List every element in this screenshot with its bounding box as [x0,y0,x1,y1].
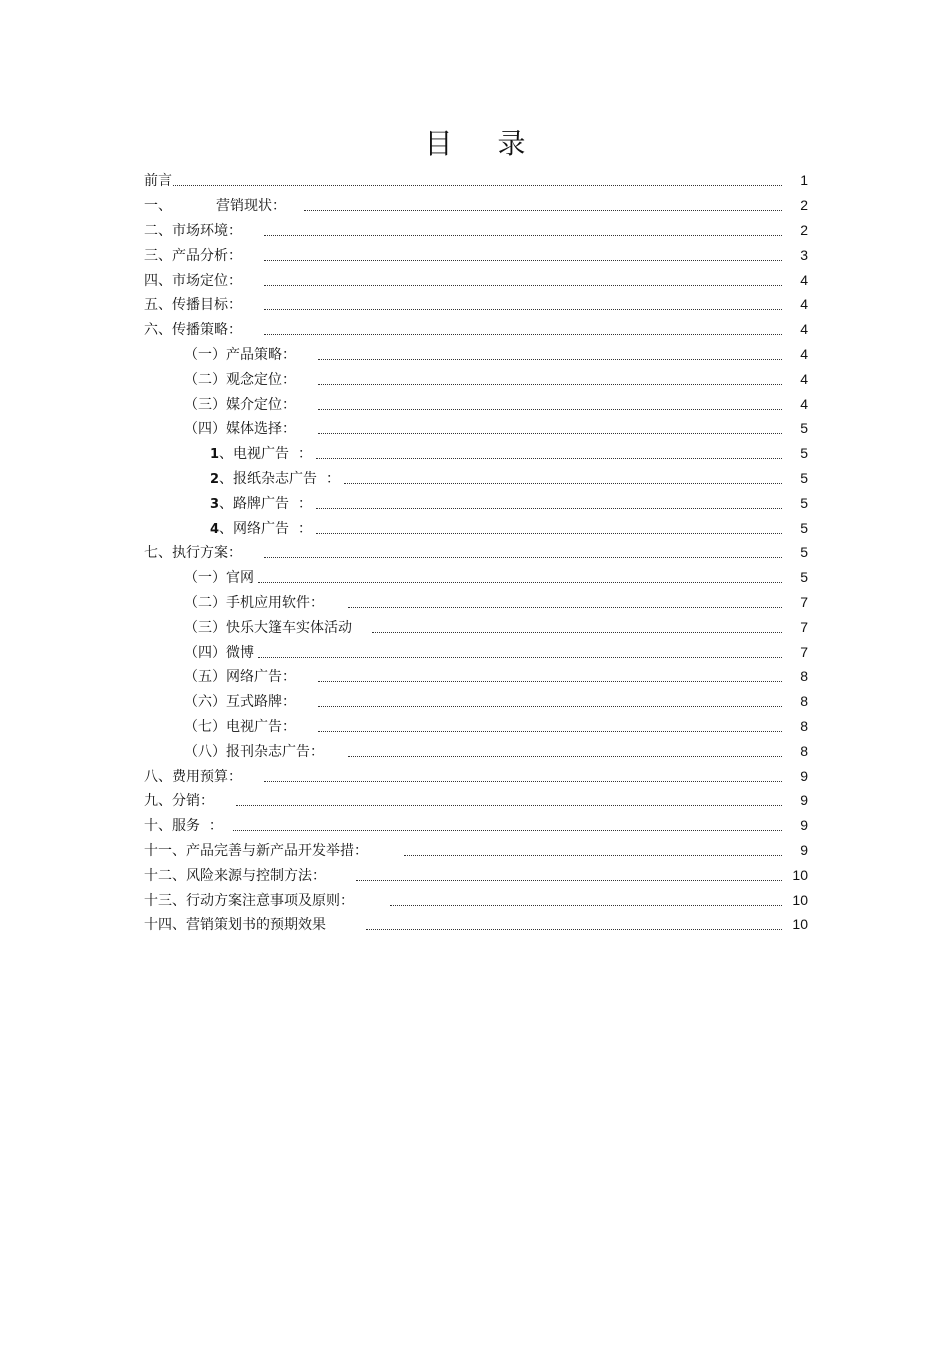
toc-entry-text: 三、产品分析： [144,247,242,264]
toc-entry-text: （五）网络广告： [184,669,296,686]
toc-entry-text: （六）互式路牌： [184,694,296,711]
dot-leader [233,829,782,831]
toc-entry[interactable] [144,193,808,218]
toc-entry-text: （四）媒体选择： [184,421,296,438]
toc-entry-text: 、报纸杂志广告 ： [219,470,340,487]
toc-entry-label [144,815,223,835]
toc-entry-page: 8 [800,717,808,734]
toc-entry-page: 8 [800,693,808,710]
toc-entry[interactable] [144,466,808,491]
toc-entry-page: 5 [800,569,808,586]
toc-entry[interactable] [144,342,808,367]
toc-entry-page: 8 [800,742,808,759]
toc-entry-page: 5 [800,494,808,511]
toc-entry-label [144,468,340,488]
toc-entry-page: 8 [800,668,808,685]
toc-entry-label [144,369,296,389]
toc-entry-text: （三）快乐大篷车实体活动 [184,619,352,636]
toc-entry-page: 10 [792,891,808,908]
toc-entry-text: 一、 [144,198,172,215]
toc-entry-text: 九、分销： [144,793,214,810]
toc-entry-label [144,195,286,215]
toc-entry-text: （二）观念定位： [184,371,296,388]
toc-entry[interactable] [144,912,808,937]
toc-entry[interactable] [144,218,808,243]
toc-entry-page: 9 [800,792,808,809]
dot-leader [318,432,782,434]
toc-entry-text: （二）手机应用软件： [184,594,324,611]
toc-entry[interactable] [144,738,808,763]
dot-leader [348,755,782,757]
toc-entry[interactable] [144,887,808,912]
toc-entry-text: 二、市场环境： [144,222,242,239]
toc-entry-text: 七、执行方案： [144,545,242,562]
toc-entry-label [144,666,296,686]
dot-leader [316,457,782,459]
toc-entry[interactable] [144,664,808,689]
toc-entry-label [144,170,172,190]
toc-entry-text: 五、传播目标： [144,297,242,314]
toc-entry-page: 10 [792,866,808,883]
dot-leader [264,234,782,236]
toc-entry-text: （三）媒介定位： [184,396,296,413]
toc-entry-label [144,914,326,934]
toc-entry-label [144,294,242,314]
toc-entry-label [144,518,312,538]
toc-entry[interactable] [144,490,808,515]
toc-entry-label [144,865,326,885]
dot-leader [318,383,782,385]
toc-entry-text: 十四、营销策划书的预期效果 [144,917,326,934]
dot-leader [258,656,782,658]
toc-entry[interactable] [144,267,808,292]
toc-entry-label [144,344,296,364]
toc-entry-number: 2 [210,471,220,487]
toc-entry[interactable] [144,242,808,267]
toc-entry[interactable] [144,813,808,838]
toc-entry[interactable] [144,416,808,441]
dot-leader [316,507,782,509]
toc-entry-text: 十二、风险来源与控制方法： [144,867,326,884]
dot-leader [264,780,782,782]
toc-entry-text: 四、市场定位： [144,272,242,289]
dot-leader [390,904,782,906]
toc-entry-page: 4 [800,370,808,387]
toc-entry[interactable] [144,565,808,590]
dot-leader [264,259,782,261]
dot-leader [264,284,782,286]
toc-entry[interactable] [144,763,808,788]
toc-entry-page: 7 [800,643,808,660]
dot-leader [404,854,782,856]
toc-entry[interactable] [144,540,808,565]
toc-entry-label [144,493,312,513]
dot-leader [316,532,782,534]
toc-entry-label [144,642,254,662]
toc-entry-label [144,716,296,736]
toc-entry-label [144,270,242,290]
toc-entry[interactable] [144,639,808,664]
toc-entry-label [144,790,214,810]
toc-entry-text: 、电视广告 ： [219,446,312,463]
dot-leader [318,730,782,732]
toc-entry-label [144,245,242,265]
toc-entry-label [144,840,368,860]
toc-entry-page: 7 [800,593,808,610]
toc-entry-text: 十、服务 ： [144,818,223,835]
toc-entry[interactable] [144,788,808,813]
toc-entry-page: 5 [800,445,808,462]
toc-entry-label [144,741,324,761]
toc-entry-number: 3 [210,496,220,512]
toc-title: 目 录 [424,127,544,160]
toc-entry-label [144,617,352,637]
toc-entry-label [144,592,324,612]
toc-entry-page: 4 [800,271,808,288]
toc-entry-label [144,443,312,463]
toc-entry-label [144,542,242,562]
dot-leader [318,680,782,682]
dot-leader [318,358,782,360]
toc-entry-page: 5 [800,420,808,437]
toc-entry-page: 9 [800,841,808,858]
toc-entry[interactable] [144,838,808,863]
toc-entry-page: 4 [800,296,808,313]
toc-entry-text: 营销现状： [216,198,286,215]
toc-entry-label [144,890,354,910]
dot-leader [318,705,782,707]
toc-entry-text: （七）电视广告： [184,718,296,735]
toc-entry-label [144,394,296,414]
toc-entry-text: 六、传播策略： [144,322,242,339]
toc-entry-text: （一）产品策略： [184,346,296,363]
dot-leader [304,209,782,211]
toc-entry-page: 9 [800,767,808,784]
toc-entry-page: 5 [800,519,808,536]
toc-entry-text: 八、费用预算： [144,768,242,785]
dot-leader [356,879,782,881]
toc-entry[interactable] [144,317,808,342]
toc-entry-page: 5 [800,544,808,561]
toc-entry-text: 十一、产品完善与新产品开发举措： [144,842,368,859]
toc-entry[interactable] [144,366,808,391]
toc-entry-page: 5 [800,469,808,486]
dot-leader [264,556,782,558]
dot-leader [366,928,782,930]
dot-leader [258,581,782,583]
toc-entry-page: 10 [792,916,808,933]
dot-leader [344,482,782,484]
toc-entry-page: 2 [800,221,808,238]
toc-entry-page: 4 [800,395,808,412]
toc-entry-page: 1 [800,172,808,189]
toc-entry[interactable] [144,441,808,466]
toc-entry[interactable] [144,590,808,615]
toc-entry-page: 3 [800,246,808,263]
toc-entry-number: 4 [210,521,220,537]
dot-leader [173,184,782,186]
toc-entry-text: （一）官网 [184,570,254,587]
toc-entry-label [144,319,242,339]
dot-leader [264,308,782,310]
dot-leader [372,631,782,633]
toc-entry-text: 、网络广告 ： [219,520,312,537]
toc-entry[interactable] [144,168,808,193]
toc-entry[interactable] [144,862,808,887]
toc-entry-label [144,567,254,587]
toc-entry-label [144,220,242,240]
toc-entry-text: （四）微博 [184,644,254,661]
toc-entry[interactable] [144,714,808,739]
toc-entry-page: 9 [800,817,808,834]
toc-entry[interactable] [144,391,808,416]
toc-entry[interactable] [144,614,808,639]
toc-entry[interactable] [144,292,808,317]
toc-entry-label [144,418,296,438]
toc-entry-number: 1 [210,447,220,463]
toc-entry-text: 前言 [144,173,172,190]
toc-entry-text: （八）报刊杂志广告： [184,743,324,760]
toc-entry-label [144,691,296,711]
toc-entry[interactable] [144,515,808,540]
dot-leader [348,606,782,608]
toc-entry-text: 十三、行动方案注意事项及原则： [144,892,354,909]
toc-entry-page: 2 [800,197,808,214]
dot-leader [264,333,782,335]
toc-entry-page: 4 [800,321,808,338]
toc-entry-text: 、路牌广告 ： [219,495,312,512]
toc-entry-label [144,766,242,786]
toc-entry[interactable] [144,689,808,714]
dot-leader [318,408,782,410]
table-of-contents [144,168,808,937]
toc-entry-page: 4 [800,345,808,362]
toc-entry-page: 7 [800,618,808,635]
dot-leader [236,804,782,806]
